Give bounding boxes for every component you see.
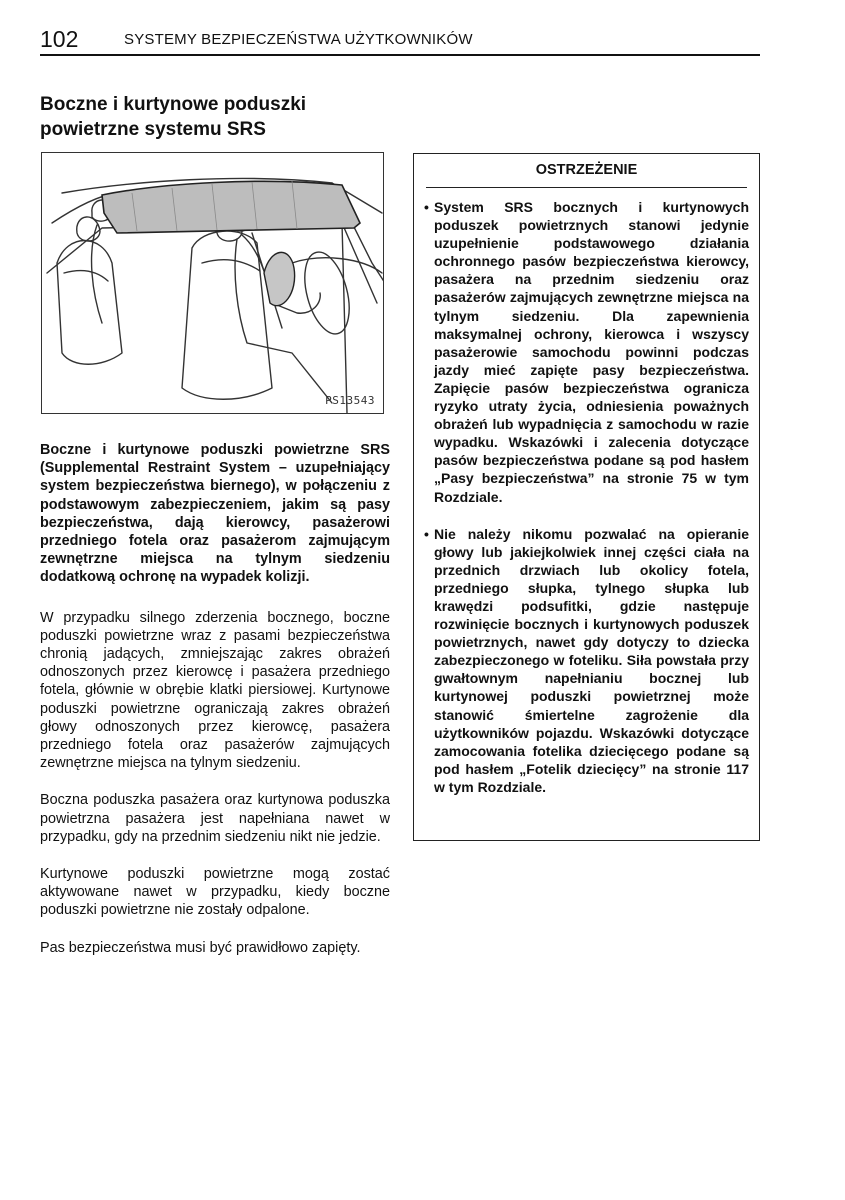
heading-line-1: Boczne i kurtynowe poduszki <box>40 94 307 115</box>
warning-item <box>424 525 749 796</box>
warning-item <box>424 198 749 506</box>
body-paragraph: Boczna poduszka pasażera oraz kurtynowa poduszka powietrzna pasażera jest napełniana nawet w przypadku, gdy na przednim siedzeniu nikt nie jedzie. <box>40 792 390 845</box>
bullet-icon: • <box>424 199 429 215</box>
page-heading <box>40 92 400 142</box>
warning-item-text: Nie należy nikomu pozwalać na opieranie głowy lub jakiejkolwiek innej części ciała na przednich drzwiach lub okolicy fotela, przedniego słupka, tylnego słupka lub krawędzi podsufitki, gdzie następuje rozwinięcie bocznych i kurtynowych poduszek powietrznych, nawet gdy dotyczy to dziecka zabezpieczonego w foteliku. Siła powstała przy gwałtownym napełnianiu bocznej lub kurtynowej poduszki powietrznej może stanowić śmiertelne zagrożenie dla użytkowników pojazdu. Wskazówki dotyczące zamocowania fotelika dziecięcego podane są pod hasłem „Fotelik dziecięcy” na stronie 117 w tym Rozdziale. <box>434 525 749 795</box>
warning-title: OSTRZEŻENIE <box>426 154 747 188</box>
heading-line-2: powietrzne systemu SRS <box>40 119 266 140</box>
figure-code: PS13543 <box>325 394 375 407</box>
body-paragraph: Pas bezpieczeństwa musi być prawidłowo zapięty. <box>40 939 361 956</box>
airbag-illustration <box>41 152 384 414</box>
car-interior-drawing <box>42 153 384 414</box>
intro-paragraph: Boczne i kurtynowe poduszki powietrzne SRS (Supplemental Restraint System – uzupełniający system bezpieczeństwa biernego), w połączeniu z podstawowym zabezpieczeniem, jakim są pasy bezpieczeństwa, dają kierowcy, pasażerowi przedniego fotela oraz pasażerom zajmującym zewnętrzne miejsca na tylnym siedzeniu dodatkową ochronę na wypadek kolizji. <box>40 442 390 586</box>
page-number: 102 <box>40 26 79 52</box>
bullet-icon: • <box>424 525 429 542</box>
side-airbag-shape <box>264 252 295 305</box>
warning-item-text: System SRS bocznych i kurtynowych poduszek powietrznych stanowi jedynie uzupełnienie podstawowego działania ochronnego pasów bezpieczeństwa kierowcy, pasażera na przednim siedzeniu oraz pasażerów zajmujących zewnętrzne miejsca na tylnym siedzeniu. Dla zapewnienia maksymalnej ochrony, kierowca i wszyscy pasażerowie samochodu powinni podczas jazdy mieć zapięte pasy bezpieczeństwa. Zapięcie pasów bezpieczeństwa ogranicza ryzyko utraty życia, odniesienia poważnych obrażeń lub wypadnięcia z samochodu w razie wypadku. Wskazówki i zalecenia dotyczące pasów bezpieczeństwa podane są pod hasłem „Pasy bezpieczeństwa” na stronie 75 w tym Rozdziale. <box>434 199 749 505</box>
section-title: SYSTEMY BEZPIECZEŃSTWA UŻYTKOWNIKÓW <box>124 31 473 48</box>
page-header <box>40 24 760 56</box>
curtain-airbag-shape <box>102 181 360 233</box>
body-paragraph: W przypadku silnego zderzenia bocznego, boczne poduszki powietrzne wraz z pasami bezpieczeństwa chronią jadących, zmniejszając zakres obrażeń odnoszonych przez kierowcę i pasażera przedniego fotela, głównie w obrębie klatki piersiowej. Kurtynowe poduszki powietrzne ograniczają zakres obrażeń głowy odnoszonych przez kierowcę, pasażera przedniego fotela oraz pasażerów zajmujących zewnętrzne miejsca na tylnym siedzeniu. <box>40 609 390 772</box>
warning-box <box>413 153 760 841</box>
body-text-column <box>40 441 390 976</box>
body-paragraph: Kurtynowe poduszki powietrzne mogą zostać aktywowane nawet w przypadku, kiedy boczne poduszki powietrzne nie zostały odpalone. <box>40 866 390 919</box>
